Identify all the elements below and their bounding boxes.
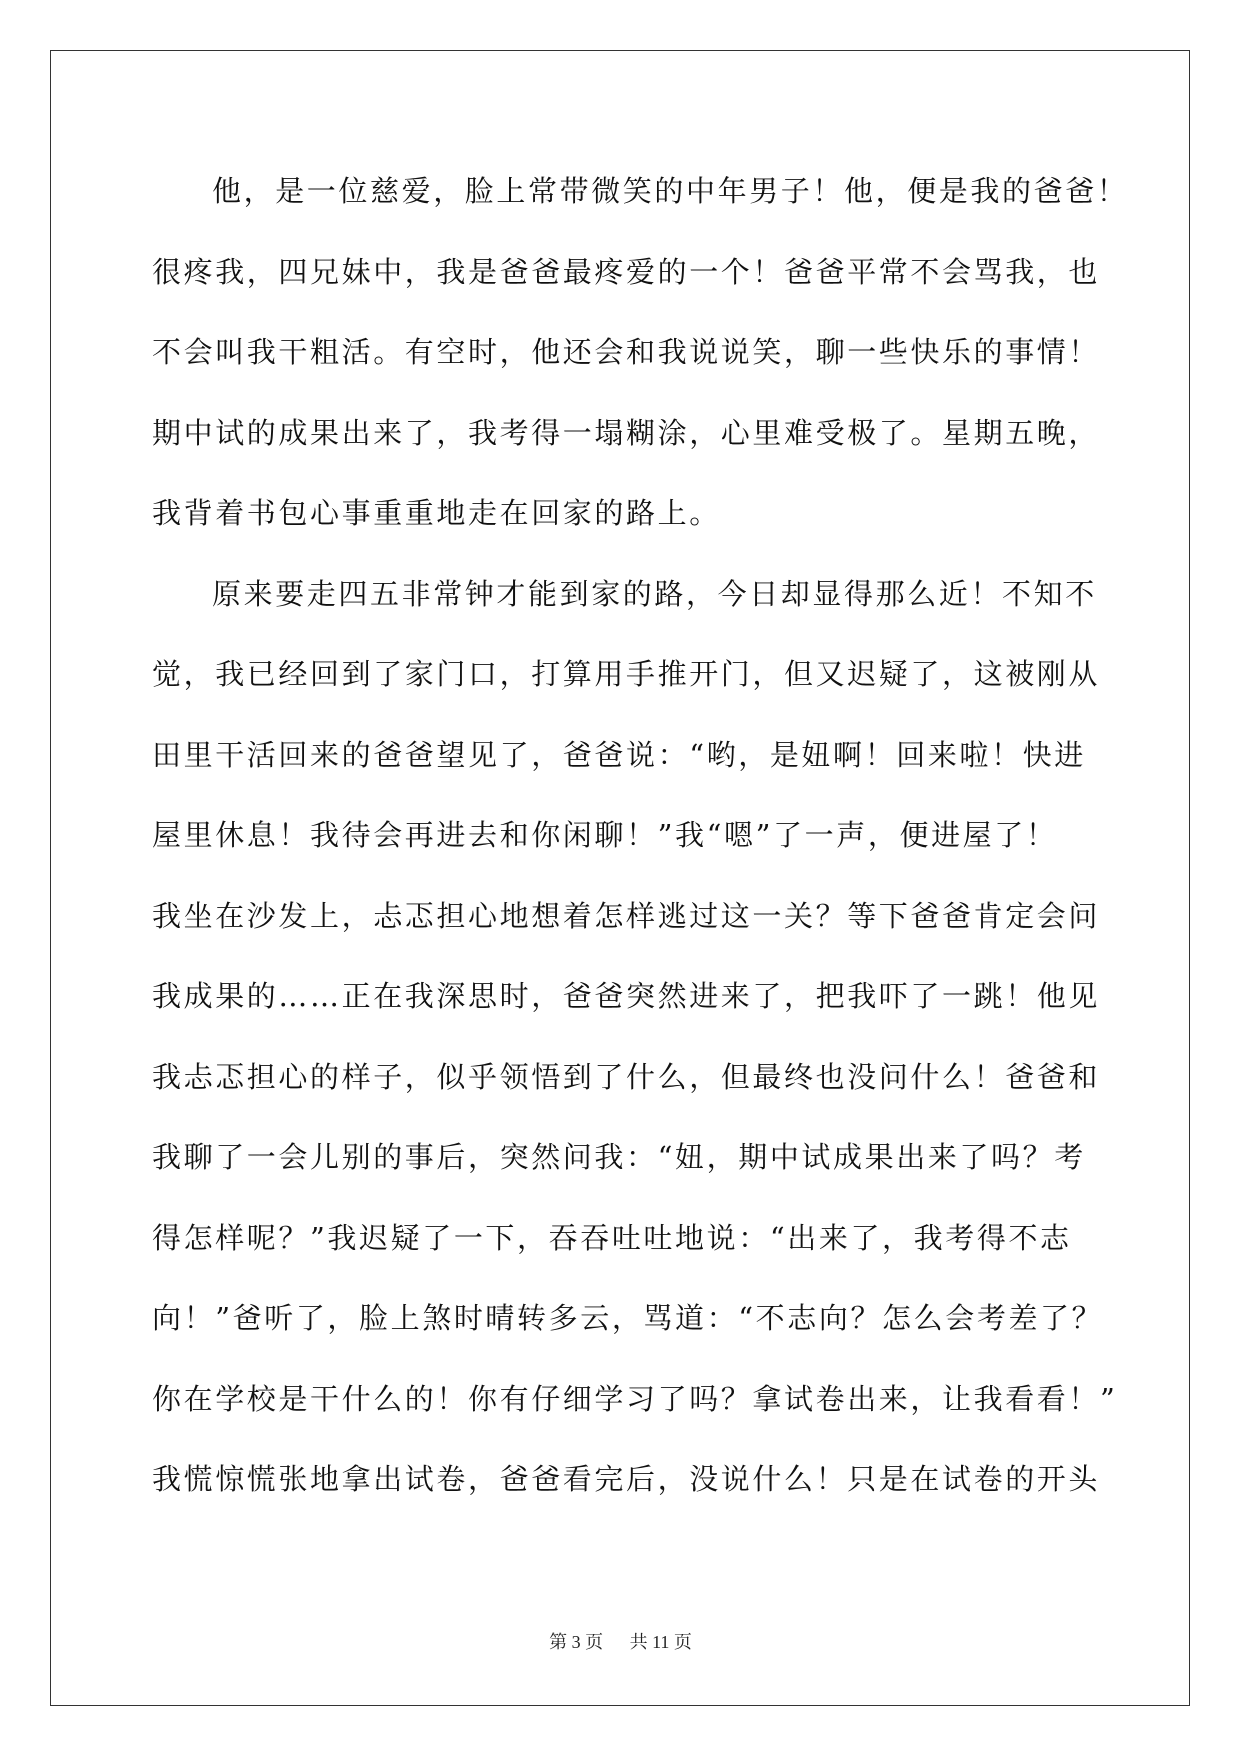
text-line: 不会叫我干粗活。有空时，他还会和我说说笑，聊一些快乐的事情！: [152, 335, 1101, 369]
page-footer: [0, 1628, 1241, 1654]
text-line: 屋里休息！我待会再进去和你闲聊！”我“嗯”了一声，便进屋了！: [152, 818, 1058, 852]
text-line: 得怎样呢？”我迟疑了一下，吞吞吐吐地说：“出来了，我考得不志: [152, 1220, 1072, 1255]
page-count: 共 11 页: [629, 1632, 692, 1652]
text-line: 期中试的成果出来了，我考得一塌糊涂，心里难受极了。星期五晚，: [152, 415, 1101, 450]
text-line: 我聊了一会儿别的事后，突然问我：“妞，期中试成果出来了吗？考: [152, 1140, 1086, 1174]
page-number: 第 3 页: [549, 1632, 604, 1652]
text-line: 田里干活回来的爸爸望见了，爸爸说：“哟，是妞啊！回来啦！快进: [152, 737, 1086, 772]
body-text: [152, 162, 1129, 1531]
text-line: 我坐在沙发上，忐忑担心地想着怎样逃过这一关？等下爸爸肯定会问: [152, 898, 1101, 933]
text-line: 他，是一位慈爱，脸上常带微笑的中年男子！他，便是我的爸爸！: [212, 174, 1129, 208]
text-line: 很疼我，四兄妹中，我是爸爸最疼爱的一个！爸爸平常不会骂我，也: [152, 254, 1101, 289]
text-line: 我成果的……正在我深思时，爸爸突然进来了，把我吓了一跳！他见: [152, 979, 1101, 1013]
text-line: 我忐忑担心的样子，似乎领悟到了什么，但最终也没问什么！爸爸和: [152, 1059, 1101, 1094]
text-line: 向！”爸听了，脸上煞时晴转多云，骂道：“不志向？怎么会考差了？: [152, 1301, 1104, 1335]
text-line: 你在学校是干什么的！你有仔细学习了吗？拿试卷出来，让我看看！”: [152, 1381, 1118, 1416]
text-line: 原来要走四五非常钟才能到家的路，今日却显得那么近！不知不: [212, 576, 1097, 611]
text-line: 我背着书包心事重重地走在回家的路上。: [152, 496, 721, 530]
text-line: 我慌惊慌张地拿出试卷，爸爸看完后，没说什么！只是在试卷的开头: [152, 1462, 1101, 1496]
text-line: 觉，我已经回到了家门口，打算用手推开门，但又迟疑了，这被刚从: [152, 657, 1101, 691]
